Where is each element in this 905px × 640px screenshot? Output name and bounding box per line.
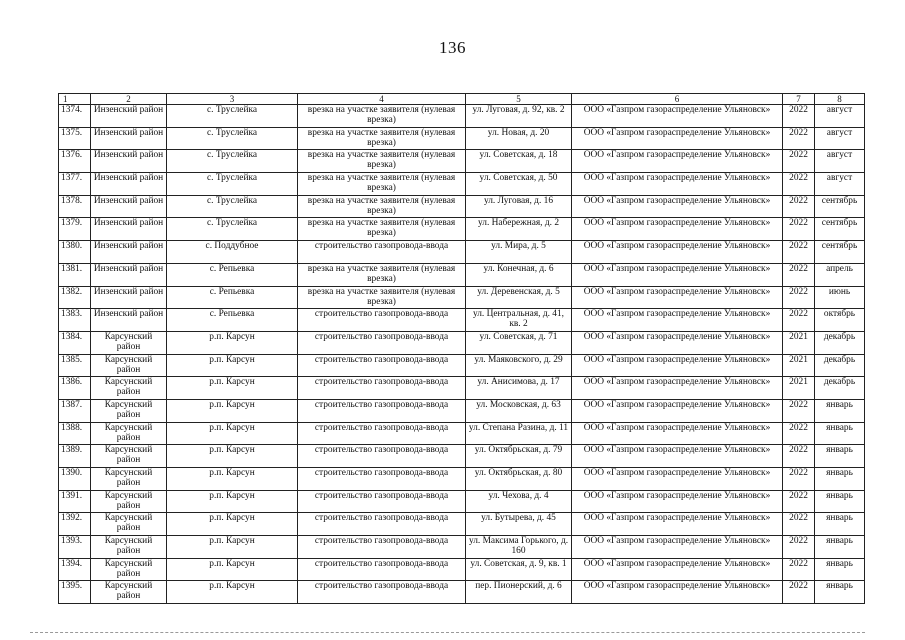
organization-cell: ООО «Газпром газораспределение Ульяновск» <box>572 286 783 309</box>
year-cell: 2022 <box>783 309 815 332</box>
row-number: 1387. <box>59 399 91 422</box>
organization-cell: ООО «Газпром газораспределение Ульяновск» <box>572 173 783 196</box>
district-cell: Карсунский район <box>91 536 167 559</box>
row-number: 1385. <box>59 354 91 377</box>
address-cell: ул. Советская, д. 9, кв. 1 <box>466 558 572 581</box>
month-cell: август <box>815 173 865 196</box>
work-type-cell: строительство газопровода-ввода <box>298 331 466 354</box>
month-cell: сентябрь <box>815 241 865 264</box>
column-header: 1 <box>59 94 91 105</box>
work-type-cell: строительство газопровода-ввода <box>298 513 466 536</box>
work-type-cell: строительство газопровода-ввода <box>298 354 466 377</box>
year-cell: 2022 <box>783 513 815 536</box>
settlement-cell: с. Репьевка <box>167 263 298 286</box>
row-number: 1377. <box>59 173 91 196</box>
settlement-cell: с. Труслейка <box>167 218 298 241</box>
work-type-cell: строительство газопровода-ввода <box>298 445 466 468</box>
organization-cell: ООО «Газпром газораспределение Ульяновск» <box>572 445 783 468</box>
gasification-table <box>58 93 865 604</box>
column-header: 4 <box>298 94 466 105</box>
address-cell: ул. Мира, д. 5 <box>466 241 572 264</box>
district-cell: Карсунский район <box>91 377 167 400</box>
month-cell: январь <box>815 558 865 581</box>
district-cell: Карсунский район <box>91 422 167 445</box>
organization-cell: ООО «Газпром газораспределение Ульяновск» <box>572 263 783 286</box>
address-cell: ул. Степана Разина, д. 11 <box>466 422 572 445</box>
month-cell: декабрь <box>815 354 865 377</box>
organization-cell: ООО «Газпром газораспределение Ульяновск» <box>572 581 783 604</box>
month-cell: январь <box>815 581 865 604</box>
table-row <box>59 536 865 559</box>
year-cell: 2022 <box>783 581 815 604</box>
district-cell: Инзенский район <box>91 309 167 332</box>
table-row <box>59 105 865 128</box>
address-cell: пер. Пионерский, д. 6 <box>466 581 572 604</box>
district-cell: Инзенский район <box>91 241 167 264</box>
organization-cell: ООО «Газпром газораспределение Ульяновск» <box>572 490 783 513</box>
row-number: 1395. <box>59 581 91 604</box>
column-header: 6 <box>572 94 783 105</box>
row-number: 1389. <box>59 445 91 468</box>
work-type-cell: врезка на участке заявителя (нулевая врезка) <box>298 195 466 218</box>
year-cell: 2022 <box>783 536 815 559</box>
settlement-cell: с. Труслейка <box>167 105 298 128</box>
address-cell: ул. Октябрьская, д. 79 <box>466 445 572 468</box>
address-cell: ул. Бутырева, д. 45 <box>466 513 572 536</box>
work-type-cell: строительство газопровода-ввода <box>298 558 466 581</box>
year-cell: 2022 <box>783 195 815 218</box>
row-number: 1383. <box>59 309 91 332</box>
work-type-cell: строительство газопровода-ввода <box>298 241 466 264</box>
month-cell: январь <box>815 422 865 445</box>
address-cell: ул. Деревенская, д. 5 <box>466 286 572 309</box>
year-cell: 2022 <box>783 422 815 445</box>
year-cell: 2022 <box>783 241 815 264</box>
year-cell: 2021 <box>783 377 815 400</box>
district-cell: Карсунский район <box>91 399 167 422</box>
work-type-cell: врезка на участке заявителя (нулевая врезка) <box>298 173 466 196</box>
column-header: 3 <box>167 94 298 105</box>
row-number: 1376. <box>59 150 91 173</box>
year-cell: 2022 <box>783 558 815 581</box>
table-row <box>59 173 865 196</box>
address-cell: ул. Набережная, д. 2 <box>466 218 572 241</box>
row-number: 1386. <box>59 377 91 400</box>
table-row <box>59 513 865 536</box>
address-cell: ул. Советская, д. 50 <box>466 173 572 196</box>
address-cell: ул. Центральная, д. 41, кв. 2 <box>466 309 572 332</box>
district-cell: Инзенский район <box>91 218 167 241</box>
row-number: 1393. <box>59 536 91 559</box>
address-cell: ул. Анисимова, д. 17 <box>466 377 572 400</box>
table-row <box>59 150 865 173</box>
row-number: 1382. <box>59 286 91 309</box>
district-cell: Инзенский район <box>91 286 167 309</box>
row-number: 1390. <box>59 468 91 491</box>
month-cell: январь <box>815 399 865 422</box>
row-number: 1379. <box>59 218 91 241</box>
year-cell: 2022 <box>783 468 815 491</box>
district-cell: Карсунский район <box>91 331 167 354</box>
settlement-cell: р.п. Карсун <box>167 377 298 400</box>
month-cell: октябрь <box>815 309 865 332</box>
month-cell: январь <box>815 513 865 536</box>
row-number: 1394. <box>59 558 91 581</box>
table-row <box>59 354 865 377</box>
table-row <box>59 399 865 422</box>
table-row <box>59 468 865 491</box>
district-cell: Инзенский район <box>91 195 167 218</box>
year-cell: 2022 <box>783 263 815 286</box>
settlement-cell: р.п. Карсун <box>167 331 298 354</box>
table-row <box>59 422 865 445</box>
month-cell: июнь <box>815 286 865 309</box>
work-type-cell: строительство газопровода-ввода <box>298 468 466 491</box>
work-type-cell: строительство газопровода-ввода <box>298 309 466 332</box>
month-cell: декабрь <box>815 331 865 354</box>
settlement-cell: р.п. Карсун <box>167 422 298 445</box>
district-cell: Инзенский район <box>91 127 167 150</box>
district-cell: Карсунский район <box>91 581 167 604</box>
settlement-cell: с. Поддубное <box>167 241 298 264</box>
year-cell: 2022 <box>783 105 815 128</box>
address-cell: ул. Новая, д. 20 <box>466 127 572 150</box>
year-cell: 2022 <box>783 286 815 309</box>
row-number: 1381. <box>59 263 91 286</box>
month-cell: август <box>815 105 865 128</box>
district-cell: Инзенский район <box>91 150 167 173</box>
address-cell: ул. Маяковского, д. 29 <box>466 354 572 377</box>
address-cell: ул. Московская, д. 63 <box>466 399 572 422</box>
table-body <box>59 105 865 604</box>
settlement-cell: р.п. Карсун <box>167 490 298 513</box>
month-cell: январь <box>815 445 865 468</box>
work-type-cell: строительство газопровода-ввода <box>298 490 466 513</box>
row-number: 1375. <box>59 127 91 150</box>
row-number: 1388. <box>59 422 91 445</box>
column-header: 8 <box>815 94 865 105</box>
address-cell: ул. Октябрьская, д. 80 <box>466 468 572 491</box>
year-cell: 2022 <box>783 173 815 196</box>
table-row <box>59 286 865 309</box>
row-number: 1392. <box>59 513 91 536</box>
organization-cell: ООО «Газпром газораспределение Ульяновск» <box>572 241 783 264</box>
organization-cell: ООО «Газпром газораспределение Ульяновск» <box>572 377 783 400</box>
settlement-cell: р.п. Карсун <box>167 445 298 468</box>
month-cell: январь <box>815 536 865 559</box>
work-type-cell: строительство газопровода-ввода <box>298 581 466 604</box>
settlement-cell: с. Репьевка <box>167 309 298 332</box>
row-number: 1380. <box>59 241 91 264</box>
month-cell: сентябрь <box>815 195 865 218</box>
column-number-row <box>59 94 865 105</box>
organization-cell: ООО «Газпром газораспределение Ульяновск» <box>572 468 783 491</box>
table-row <box>59 331 865 354</box>
work-type-cell: врезка на участке заявителя (нулевая врезка) <box>298 263 466 286</box>
year-cell: 2022 <box>783 218 815 241</box>
settlement-cell: с. Репьевка <box>167 286 298 309</box>
settlement-cell: с. Труслейка <box>167 195 298 218</box>
work-type-cell: строительство газопровода-ввода <box>298 399 466 422</box>
table-row <box>59 558 865 581</box>
district-cell: Карсунский район <box>91 354 167 377</box>
year-cell: 2022 <box>783 150 815 173</box>
work-type-cell: врезка на участке заявителя (нулевая врезка) <box>298 286 466 309</box>
settlement-cell: р.п. Карсун <box>167 581 298 604</box>
table-row <box>59 581 865 604</box>
table-row <box>59 377 865 400</box>
district-cell: Инзенский район <box>91 173 167 196</box>
settlement-cell: с. Труслейка <box>167 127 298 150</box>
address-cell: ул. Луговая, д. 92, кв. 2 <box>466 105 572 128</box>
column-header: 2 <box>91 94 167 105</box>
month-cell: август <box>815 150 865 173</box>
table-row <box>59 445 865 468</box>
organization-cell: ООО «Газпром газораспределение Ульяновск» <box>572 399 783 422</box>
organization-cell: ООО «Газпром газораспределение Ульяновск» <box>572 558 783 581</box>
year-cell: 2021 <box>783 331 815 354</box>
address-cell: ул. Максима Горького, д. 160 <box>466 536 572 559</box>
district-cell: Карсунский район <box>91 490 167 513</box>
settlement-cell: р.п. Карсун <box>167 536 298 559</box>
table-row <box>59 241 865 264</box>
table-row <box>59 195 865 218</box>
organization-cell: ООО «Газпром газораспределение Ульяновск» <box>572 218 783 241</box>
year-cell: 2021 <box>783 354 815 377</box>
work-type-cell: строительство газопровода-ввода <box>298 536 466 559</box>
settlement-cell: с. Труслейка <box>167 150 298 173</box>
work-type-cell: врезка на участке заявителя (нулевая врезка) <box>298 150 466 173</box>
year-cell: 2022 <box>783 399 815 422</box>
work-type-cell: врезка на участке заявителя (нулевая врезка) <box>298 127 466 150</box>
address-cell: ул. Советская, д. 71 <box>466 331 572 354</box>
row-number: 1374. <box>59 105 91 128</box>
organization-cell: ООО «Газпром газораспределение Ульяновск» <box>572 536 783 559</box>
district-cell: Карсунский район <box>91 513 167 536</box>
year-cell: 2022 <box>783 127 815 150</box>
settlement-cell: р.п. Карсун <box>167 558 298 581</box>
row-number: 1391. <box>59 490 91 513</box>
table-row <box>59 127 865 150</box>
organization-cell: ООО «Газпром газораспределение Ульяновск» <box>572 195 783 218</box>
address-cell: ул. Советская, д. 18 <box>466 150 572 173</box>
year-cell: 2022 <box>783 490 815 513</box>
work-type-cell: строительство газопровода-ввода <box>298 422 466 445</box>
organization-cell: ООО «Газпром газораспределение Ульяновск» <box>572 513 783 536</box>
month-cell: август <box>815 127 865 150</box>
organization-cell: ООО «Газпром газораспределение Ульяновск» <box>572 105 783 128</box>
month-cell: апрель <box>815 263 865 286</box>
table-row <box>59 263 865 286</box>
page-bottom-divider <box>30 632 865 634</box>
settlement-cell: р.п. Карсун <box>167 513 298 536</box>
address-cell: ул. Чехова, д. 4 <box>466 490 572 513</box>
table-row <box>59 309 865 332</box>
work-type-cell: строительство газопровода-ввода <box>298 377 466 400</box>
month-cell: январь <box>815 490 865 513</box>
settlement-cell: р.п. Карсун <box>167 468 298 491</box>
district-cell: Инзенский район <box>91 105 167 128</box>
column-header: 7 <box>783 94 815 105</box>
table-row <box>59 490 865 513</box>
organization-cell: ООО «Газпром газораспределение Ульяновск» <box>572 150 783 173</box>
settlement-cell: р.п. Карсун <box>167 354 298 377</box>
district-cell: Карсунский район <box>91 468 167 491</box>
month-cell: сентябрь <box>815 218 865 241</box>
district-cell: Карсунский район <box>91 445 167 468</box>
settlement-cell: р.п. Карсун <box>167 399 298 422</box>
month-cell: декабрь <box>815 377 865 400</box>
work-type-cell: врезка на участке заявителя (нулевая врезка) <box>298 218 466 241</box>
organization-cell: ООО «Газпром газораспределение Ульяновск» <box>572 127 783 150</box>
month-cell: январь <box>815 468 865 491</box>
work-type-cell: врезка на участке заявителя (нулевая врезка) <box>298 105 466 128</box>
district-cell: Карсунский район <box>91 558 167 581</box>
table-row <box>59 218 865 241</box>
row-number: 1384. <box>59 331 91 354</box>
organization-cell: ООО «Газпром газораспределение Ульяновск» <box>572 331 783 354</box>
column-header: 5 <box>466 94 572 105</box>
district-cell: Инзенский район <box>91 263 167 286</box>
year-cell: 2022 <box>783 445 815 468</box>
page-number: 136 <box>439 38 466 57</box>
address-cell: ул. Конечная, д. 6 <box>466 263 572 286</box>
organization-cell: ООО «Газпром газораспределение Ульяновск» <box>572 354 783 377</box>
organization-cell: ООО «Газпром газораспределение Ульяновск» <box>572 309 783 332</box>
address-cell: ул. Луговая, д. 16 <box>466 195 572 218</box>
row-number: 1378. <box>59 195 91 218</box>
settlement-cell: с. Труслейка <box>167 173 298 196</box>
organization-cell: ООО «Газпром газораспределение Ульяновск» <box>572 422 783 445</box>
